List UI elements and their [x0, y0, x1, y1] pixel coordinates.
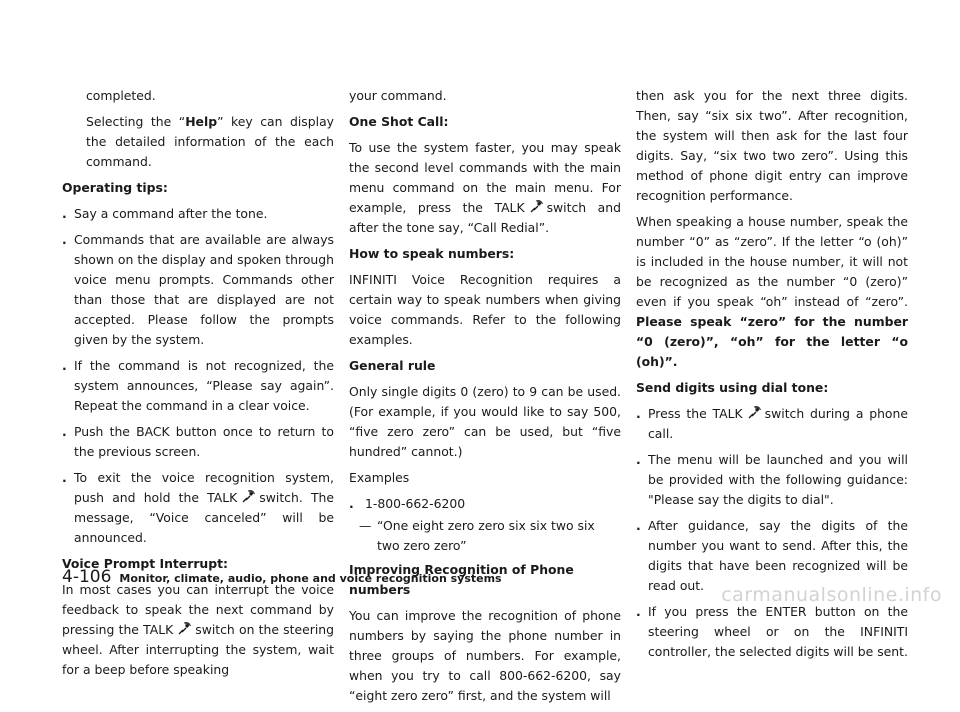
list-item: . Say a command after the tone. — [62, 204, 334, 224]
interrupt-paragraph: In most cases you can interrupt the voice feedback to speak the next command by pressing the TALK switch on the steering wheel. After interrupting the system, wait for a beep before speaking — [62, 582, 334, 677]
send-digits-heading: Send digits using dial tone: — [636, 380, 829, 395]
bullet-dot: . — [636, 406, 641, 421]
list-item: . Press the TALK switch during a phone call. — [636, 406, 908, 441]
talk-switch-icon — [747, 406, 761, 420]
list-item: . Push the BACK button once to return to the previous screen. — [62, 424, 334, 459]
talk-switch-icon — [241, 490, 255, 504]
example-spoken: — “One eight zero zero six six two six two zero zero” — [359, 518, 595, 553]
general-rule-heading: General rule — [349, 358, 436, 373]
how-to-speak-paragraph: INFINITI Voice Recognition requires a certain way to speak numbers when giving voice commands. Refer to the following examples. — [349, 272, 621, 347]
bullet-dot: . — [636, 452, 641, 467]
list-item: . If you press the ENTER button on the steering wheel or on the INFINITI controller, the selected digits will be sent. — [636, 604, 908, 659]
bullet-dot: . — [636, 518, 641, 533]
list-item — [62, 468, 334, 548]
operating-tips-heading: Operating tips: — [62, 180, 168, 195]
list-item — [349, 494, 621, 514]
general-rule-paragraph: Only single digits 0 (zero) to 9 can be used. (For example, if you would like to say 500, “five zero zero” can be used, but “five hundred” cannot.) — [349, 384, 621, 459]
completed-text: completed. — [86, 88, 156, 103]
list-item: . The menu will be launched and you will be provided with the following guidance: "Please say the digits to dial". — [636, 452, 908, 507]
column-right — [636, 86, 908, 668]
help-text-post: ” key can display the detailed information of the each command. — [86, 114, 334, 169]
page-footer — [62, 567, 502, 587]
voice-prompt-interrupt-heading: Voice Prompt Interrupt: — [62, 556, 229, 571]
bullet-dot: . — [349, 496, 354, 511]
column-left — [62, 86, 334, 686]
bullet-dot: . — [62, 232, 67, 247]
column-middle — [349, 86, 621, 712]
list-item: . If the command is not recognized, the system announces, “Please say again”. Repeat the command in a clear voice. — [62, 358, 334, 413]
your-command-text: your command. — [349, 88, 447, 103]
bullet-dot: . — [62, 424, 67, 439]
exit-text-post: switch. The message, “Voice canceled” will be announced. — [74, 490, 335, 545]
improving-recognition-heading: Improving Recognition of Phone numbers — [349, 562, 574, 597]
example-number: 1-800-662-6200 — [365, 496, 466, 511]
exit-text-pre: To exit the voice recognition system, push and hold the TALK — [74, 470, 334, 505]
help-key-label: Help — [185, 114, 218, 129]
how-to-speak-numbers-heading: How to speak numbers: — [349, 246, 515, 261]
dash-marker: — — [359, 518, 372, 533]
house-number-paragraph: When speaking a house number, speak the number “0” as “zero”. If the letter “o (oh)” is included in the house number, it will not be recognized as the number “0 (zero)” even if you speak “oh” instead of “zero”. Please speak “zero” for the number “0 (zero)”, “oh” for the letter “o (oh)”. — [636, 214, 908, 369]
list-item: . Commands that are available are always shown on the display and spoken through voice menu prompts. Commands other than those that are displayed are not accepted. Please follow the prompts given by the system. — [62, 232, 334, 347]
continued-paragraph: then ask you for the next three digits. Then, say “six six two”. After recognition, the system will then ask for the last four digits. Say, “six two two zero”. Using this method of phone digit entry can improve recognition performance. — [636, 88, 908, 203]
talk-switch-icon — [529, 200, 543, 214]
house-number-emphasis: Please speak “zero” for the number “0 (zero)”, “oh” for the letter “o (oh)”. — [636, 314, 908, 369]
watermark: carmanualsonline.info — [721, 584, 942, 606]
list-item: . After guidance, say the digits of the number you want to send. After this, the digits that have been recognized will be read out. — [636, 518, 908, 593]
bullet-dot: . — [636, 604, 641, 619]
help-text-pre: Selecting the “ — [86, 114, 186, 129]
one-shot-paragraph: To use the system faster, you may speak the second level commands with the main menu command on the main menu. For example, press the TALK switch and after the tone say, “Call Redial”. — [349, 140, 621, 235]
examples-heading: Examples — [349, 470, 410, 485]
bullet-dot: . — [62, 206, 67, 221]
page-number: 4-106 — [62, 567, 112, 587]
talk-switch-icon — [177, 622, 191, 636]
help-paragraph — [62, 112, 334, 172]
bullet-dot: . — [62, 470, 67, 485]
one-shot-call-heading: One Shot Call: — [349, 114, 449, 129]
bullet-dot: . — [62, 358, 67, 373]
section-title: Monitor, climate, audio, phone and voice recognition systems — [119, 572, 502, 585]
improving-paragraph: You can improve the recognition of phone numbers by saying the phone number in three groups of numbers. For example, when you try to call 800-662-6200, say “eight zero zero” first, and the system will — [349, 608, 621, 703]
